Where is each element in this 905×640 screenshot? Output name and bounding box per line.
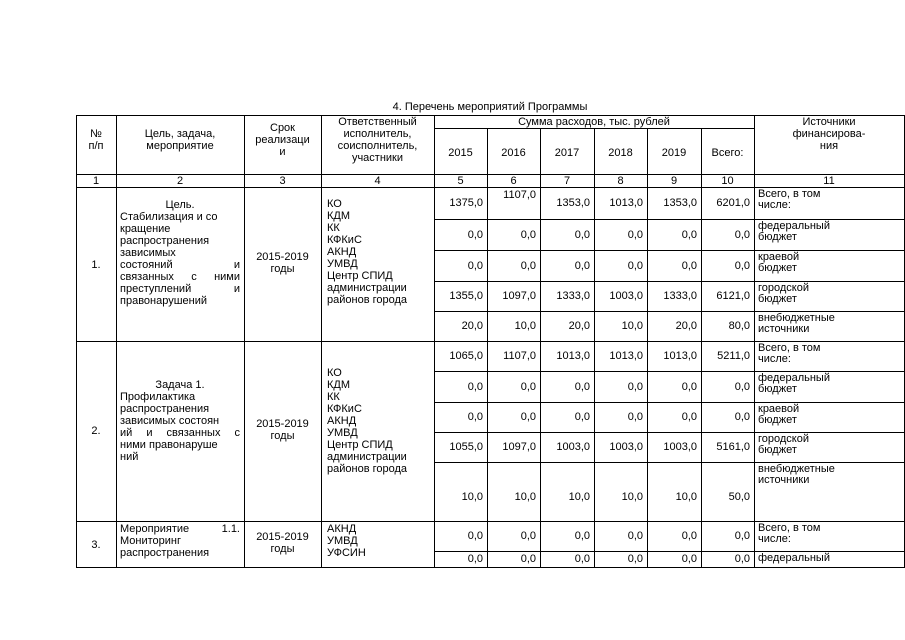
value-cell: 0,0	[681, 381, 697, 393]
header-year: 2017	[554, 147, 580, 159]
goal-line: зависимых состоян	[120, 415, 220, 427]
value-cell: 1013,0	[609, 350, 643, 362]
value-cell: 1013,0	[609, 197, 643, 209]
executor-line: УМВД	[327, 427, 358, 439]
value-cell: 0,0	[467, 411, 483, 423]
subrow-line	[434, 311, 905, 312]
value-cell: 0,0	[734, 260, 750, 272]
goal-line: состояний и	[120, 259, 240, 271]
source-line: городской	[758, 433, 809, 445]
value-cell: 10,0	[621, 320, 643, 332]
header-term: Срок	[270, 122, 295, 134]
goal-line: преступлений и	[120, 283, 240, 295]
row-number: 3.	[91, 539, 101, 551]
header-year: 2015	[448, 147, 473, 159]
term-line: 2015-2019	[256, 531, 309, 543]
column-number: 2	[176, 175, 184, 187]
value-cell: 50,0	[728, 491, 750, 503]
goal-line: Стабилизация и со	[120, 211, 218, 223]
column-line	[647, 128, 648, 568]
source-line: внебюджетные	[758, 463, 835, 475]
value-cell: 0,0	[520, 530, 536, 542]
value-cell: 0,0	[520, 411, 536, 423]
column-line	[701, 128, 702, 568]
value-cell: 1013,0	[663, 350, 697, 362]
goal-line: распространения	[120, 547, 210, 559]
value-cell: 0,0	[467, 530, 483, 542]
executor-line: АКНД	[327, 523, 357, 535]
value-cell: 0,0	[467, 381, 483, 393]
value-cell: 1055,0	[449, 441, 483, 453]
value-cell: 0,0	[574, 411, 590, 423]
value-cell: 1333,0	[556, 290, 590, 302]
executor-line: УФСИН	[327, 547, 366, 559]
goal-line: Задача 1.	[155, 379, 205, 391]
header-sources: Источники	[802, 116, 856, 128]
column-number-line	[76, 187, 905, 188]
value-cell: 1107,0	[503, 350, 536, 362]
value-cell: 0,0	[681, 229, 697, 241]
value-cell: 0,0	[681, 260, 697, 272]
column-number: 5	[457, 175, 464, 187]
goal-line: зависимых	[120, 247, 176, 259]
executor-line: администрации	[327, 282, 407, 294]
value-cell: 0,0	[520, 553, 536, 565]
value-cell: 0,0	[574, 229, 590, 241]
table-title: 4. Перечень мероприятий Программы	[392, 101, 588, 113]
value-cell: 0,0	[627, 530, 643, 542]
goal-line: Профилактика	[120, 391, 196, 403]
goal-line: распространения	[120, 403, 210, 415]
source-line: числе:	[758, 199, 791, 211]
value-cell: 1097,0	[502, 441, 536, 453]
subrow-line	[434, 462, 905, 463]
header-bottom-line	[76, 174, 905, 175]
value-cell: 0,0	[734, 229, 750, 241]
term-line: 2015-2019	[256, 418, 309, 430]
subrow-line	[434, 551, 905, 552]
header-term: реализаци	[255, 134, 310, 146]
value-cell: 0,0	[627, 381, 643, 393]
value-cell: 0,0	[574, 381, 590, 393]
column-line	[76, 115, 77, 568]
executor-line: КК	[327, 391, 340, 403]
term-line: 2015-2019	[256, 251, 309, 263]
executor-line: администрации	[327, 451, 407, 463]
value-cell: 1003,0	[609, 290, 643, 302]
table-top-line	[76, 115, 905, 116]
source-line: Всего, в том	[758, 522, 821, 534]
value-cell: 10,0	[461, 491, 483, 503]
goal-line: ий и связанных с	[120, 427, 240, 439]
value-cell: 0,0	[574, 553, 590, 565]
subrow-line	[434, 219, 905, 220]
goal-line: ними правонаруше	[120, 439, 218, 451]
value-cell: 0,0	[681, 553, 697, 565]
value-cell: 10,0	[514, 320, 536, 332]
executor-line: районов города	[327, 294, 408, 306]
value-cell: 1355,0	[449, 290, 483, 302]
value-cell: 0,0	[467, 260, 483, 272]
header-sources: финансирова-	[792, 128, 866, 140]
row-number: 2.	[91, 425, 101, 437]
value-cell: 0,0	[627, 260, 643, 272]
header-term: и	[279, 146, 286, 158]
value-cell: 20,0	[568, 320, 590, 332]
value-cell: 80,0	[728, 320, 750, 332]
executor-line: КО	[327, 367, 342, 379]
value-cell: 0,0	[734, 553, 750, 565]
source-line: краевой	[758, 251, 800, 263]
executor-line: Центр СПИД	[327, 270, 393, 282]
column-line	[321, 115, 322, 568]
column-line	[434, 115, 435, 568]
value-cell: 5211,0	[717, 350, 750, 362]
header-executor: исполнитель,	[343, 128, 412, 140]
value-cell: 1353,0	[663, 197, 697, 209]
value-cell: 0,0	[681, 411, 697, 423]
subrow-line	[434, 281, 905, 282]
column-number: 8	[617, 175, 624, 187]
value-cell: 20,0	[675, 320, 697, 332]
source-line: Всего, в том	[758, 188, 821, 200]
executor-line: КК	[327, 222, 340, 234]
column-number: 3	[279, 175, 286, 187]
measures-table	[76, 115, 904, 567]
value-cell: 0,0	[734, 381, 750, 393]
column-line	[487, 128, 488, 568]
value-cell: 1375,0	[449, 197, 483, 209]
executor-line: КДМ	[327, 210, 351, 222]
source-line: источники	[758, 323, 810, 335]
value-cell: 10,0	[568, 491, 590, 503]
source-line: Всего, в том	[758, 342, 821, 354]
executor-line: районов города	[327, 463, 408, 475]
row-line	[76, 567, 905, 568]
header-year: 2018	[608, 147, 633, 159]
column-number: 6	[510, 175, 517, 187]
column-number: 9	[670, 175, 678, 187]
value-cell: 1065,0	[449, 350, 483, 362]
value-cell: 0,0	[681, 530, 697, 542]
header-goal: мероприятие	[146, 140, 214, 152]
executor-line: КФКиС	[327, 234, 362, 246]
row-number: 1.	[91, 259, 101, 271]
executor-line: УМВД	[327, 535, 358, 547]
value-cell: 1003,0	[609, 441, 643, 453]
header-executor: Ответственный	[338, 116, 417, 128]
value-cell: 0,0	[467, 229, 483, 241]
source-line: городской	[758, 282, 809, 294]
executor-line: КФКиС	[327, 403, 362, 415]
goal-line: правонарушений	[120, 295, 208, 307]
executor-line: КДМ	[327, 379, 351, 391]
term-line: годы	[270, 543, 295, 555]
header-num: п/п	[88, 140, 104, 152]
value-cell: 1353,0	[556, 197, 590, 209]
value-cell: 0,0	[627, 553, 643, 565]
source-line: источники	[758, 474, 810, 486]
goal-line: Цель.	[165, 199, 195, 211]
header-executor: участники	[351, 152, 404, 164]
executor-line: УМВД	[327, 258, 358, 270]
value-cell: 10,0	[675, 491, 697, 503]
header-goal: Цель, задача,	[144, 128, 216, 140]
subrow-line	[434, 250, 905, 251]
source-line: бюджет	[758, 293, 797, 305]
value-cell: 0,0	[627, 229, 643, 241]
value-cell: 0,0	[734, 530, 750, 542]
source-line: числе:	[758, 533, 791, 545]
goal-line: распространения	[120, 235, 210, 247]
goal-line: связанных с ними	[120, 271, 240, 283]
value-cell: 0,0	[520, 381, 536, 393]
column-number: 7	[563, 175, 571, 187]
executor-line: КО	[327, 198, 342, 210]
source-line: краевой	[758, 403, 800, 415]
value-cell: 20,0	[461, 320, 483, 332]
value-cell: 1097,0	[502, 290, 536, 302]
goal-line: ний	[120, 451, 139, 463]
value-cell: 1003,0	[663, 441, 697, 453]
value-cell: 1013,0	[556, 350, 590, 362]
column-line	[594, 128, 595, 568]
value-cell: 6201,0	[716, 197, 750, 209]
value-cell: 0,0	[574, 530, 590, 542]
source-line: бюджет	[758, 383, 797, 395]
source-line: федеральный	[758, 220, 830, 232]
value-cell: 0,0	[627, 411, 643, 423]
term-line: годы	[270, 263, 295, 275]
header-sources: ния	[819, 140, 839, 152]
value-cell: 5161,0	[716, 441, 750, 453]
source-line: числе:	[758, 353, 791, 365]
column-number: 11	[823, 175, 835, 187]
header-sum: Сумма расходов, тыс. рублей	[518, 116, 670, 128]
source-line: бюджет	[758, 444, 797, 456]
value-cell: 0,0	[467, 553, 483, 565]
source-line: внебюджетные	[758, 312, 835, 324]
header-year: 2019	[661, 147, 687, 159]
subrow-line	[434, 371, 905, 372]
subrow-line	[434, 432, 905, 433]
column-number: 4	[374, 175, 381, 187]
header-num: №	[90, 128, 102, 140]
value-cell: 0,0	[520, 229, 536, 241]
value-cell: 10,0	[621, 491, 643, 503]
goal-line: кращение	[120, 223, 171, 235]
column-line	[116, 115, 117, 568]
source-line: федеральный	[758, 372, 830, 384]
source-line: бюджет	[758, 231, 797, 243]
column-number: 1	[92, 175, 100, 187]
value-cell: 0,0	[520, 260, 536, 272]
value-cell: 6121,0	[716, 290, 750, 302]
value-cell: 0,0	[734, 411, 750, 423]
column-line	[540, 128, 541, 568]
header-year: 2016	[501, 147, 526, 159]
term-line: годы	[270, 430, 295, 442]
column-line	[754, 115, 755, 568]
value-cell: 10,0	[514, 491, 536, 503]
executor-line: АКНД	[327, 246, 357, 258]
executor-line: АКНД	[327, 415, 357, 427]
column-line	[244, 115, 245, 568]
header-year: Всего:	[711, 147, 744, 159]
header-executor: соисполнитель,	[337, 140, 418, 152]
value-cell: 1107,0	[503, 189, 536, 201]
column-number: 10	[721, 175, 734, 187]
subrow-line	[434, 402, 905, 403]
source-line: федеральный	[758, 552, 830, 564]
source-line: бюджет	[758, 414, 797, 426]
source-line: бюджет	[758, 262, 797, 274]
executor-line: Центр СПИД	[327, 439, 393, 451]
goal-line: Мониторинг	[120, 535, 182, 547]
value-cell: 1003,0	[556, 441, 590, 453]
value-cell: 0,0	[574, 260, 590, 272]
value-cell: 1333,0	[663, 290, 697, 302]
goal-line: Мероприятие 1.1.	[120, 523, 240, 535]
